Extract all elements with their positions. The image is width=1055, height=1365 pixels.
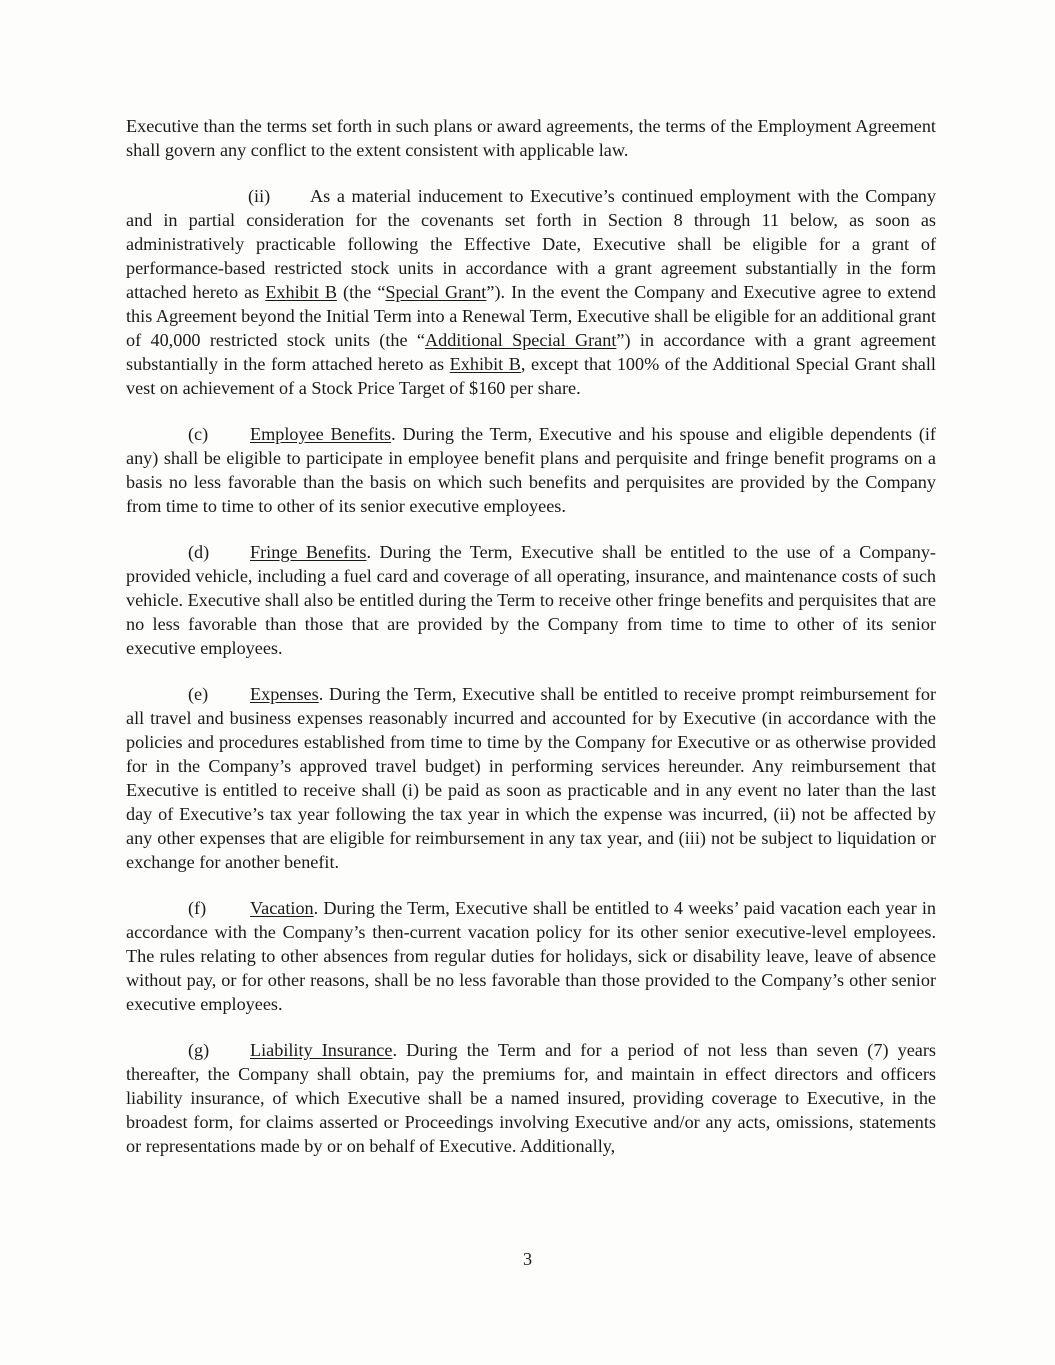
paragraph-ii-text-5: , except that 100% of the Additional Special Grant shall vest on achievement of a Stock Price Target of $160 per share. — [126, 354, 936, 398]
paragraph-ii — [126, 184, 936, 400]
clause-label-f: (f) — [188, 898, 207, 918]
paragraph-ii-text-3: ”). In the event the Company and Executive agree to extend this Agreement beyond the Initial Term into a Renewal Term, Executive shall be eligible for an additional grant of 40,000 restricted stock units (the “ — [126, 282, 936, 350]
paragraph-f-text: . During the Term, Executive shall be entitled to 4 weeks’ paid vacation each year in accordance with the Company’s then-current vacation policy for its other senior executive-level employees. The rules relating to other absences from regular duties for holidays, sick or disability leave, leave of absence without pay, or for other reasons, shall be no less favorable than those provided to the Company’s other senior executive employees. — [126, 898, 936, 1014]
paragraph-d-text: . During the Term, Executive shall be entitled to the use of a Company-provided vehicle, including a fuel card and coverage of all operating, insurance, and maintenance costs of such vehicle. Executive shall also be entitled during the Term to receive other fringe benefits and perquisites that are no less favorable than those that are provided by the Company from time to time to other of its senior executive employees. — [126, 542, 936, 658]
paragraph-c-text: . During the Term, Executive and his spouse and eligible dependents (if any) shall be eligible to participate in employee benefit plans and perquisite and fringe benefit programs on a basis no less favorable than the basis on which such benefits and perquisites are provided by the Company from time to time to other of its senior executive employees. — [126, 424, 936, 516]
clause-label-d: (d) — [188, 542, 210, 562]
paragraph-ii-text-4: ”) in accordance with a grant agreement substantially in the form attached hereto as — [126, 330, 936, 374]
additional-special-grant-term: Additional Special Grant — [424, 330, 617, 350]
exhibit-b-reference: Exhibit B — [265, 282, 337, 302]
document-body — [126, 114, 936, 1180]
paragraph-c — [126, 422, 936, 518]
exhibit-b-reference-2: Exhibit B — [449, 354, 521, 374]
clause-label-e: (e) — [188, 684, 209, 704]
paragraph-g — [126, 1038, 936, 1158]
clause-label-c: (c) — [188, 424, 209, 444]
paragraph-ii-text-2: (the “ — [336, 282, 386, 302]
paragraph-e — [126, 682, 936, 874]
paragraph-intro — [126, 114, 936, 162]
heading-liability-insurance: Liability Insurance — [250, 1040, 393, 1060]
clause-label-ii: (ii) — [248, 186, 271, 206]
heading-expenses: Expenses — [250, 684, 319, 704]
paragraph-d — [126, 540, 936, 660]
paragraph-f — [126, 896, 936, 1016]
paragraph-e-text: . During the Term, Executive shall be entitled to receive prompt reimbursement for all travel and business expenses reasonably incurred and accounted for by Executive (in accordance with the policies and procedures established from time to time by the Company for Executive or as otherwise provided for in the Company’s approved travel budget) in performing services hereunder. Any reimbursement that Executive is entitled to receive shall (i) be paid as soon as practicable and in any event no later than the last day of Executive’s tax year following the tax year in which the expense was incurred, (ii) not be affected by any other expenses that are eligible for reimbursement in any tax year, and (iii) not be subject to liquidation or exchange for another benefit. — [126, 684, 936, 872]
paragraph-intro-text: Executive than the terms set forth in such plans or award agreements, the terms of the Employment Agreement shall govern any conflict to the extent consistent with applicable law. — [126, 116, 936, 160]
paragraph-ii-text-1: As a material inducement to Executive’s continued employment with the Company and in partial consideration for the covenants set forth in Section 8 through 11 below, as soon as administratively practicable following the Effective Date, Executive shall be eligible for a grant of performance-based restricted stock units in accordance with a grant agreement substantially in the form attached hereto as — [126, 186, 936, 302]
heading-employee-benefits: Employee Benefits — [250, 424, 392, 444]
special-grant-term: Special Grant — [385, 282, 487, 302]
heading-fringe-benefits: Fringe Benefits — [250, 542, 367, 562]
page-number: 3 — [522, 1249, 533, 1269]
clause-label-g: (g) — [188, 1040, 210, 1060]
paragraph-g-text: . During the Term and for a period of not less than seven (7) years thereafter, the Company shall obtain, pay the premiums for, and maintain in effect directors and officers liability insurance, of which Executive shall be a named insured, providing coverage to Executive, in the broadest form, for claims asserted or Proceedings involving Executive and/or any acts, omissions, statements or representations made by or on behalf of Executive. Additionally, — [126, 1040, 936, 1156]
heading-vacation: Vacation — [250, 898, 314, 918]
